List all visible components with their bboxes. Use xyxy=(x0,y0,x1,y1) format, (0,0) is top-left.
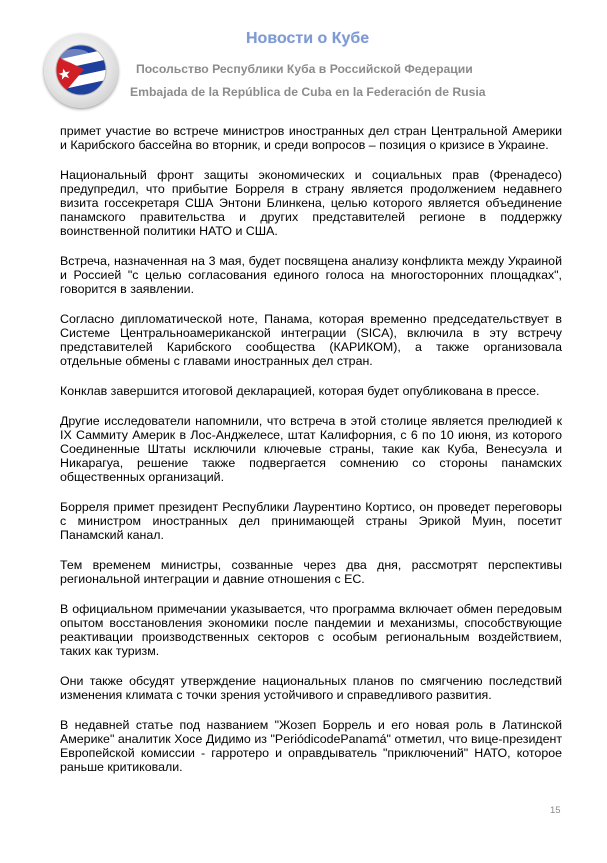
paragraph: В недавней статье под названием "Жозеп Боррель и его новая роль в Латинской Америке" аналитик Хосе Дидимо из "PeriódicodePanamá" отметил, что вице-президент Европейской комиссии - гарротеро и оправдыватель "приключений" НАТО, которое раньше критиковали. xyxy=(60,718,562,774)
paragraph: Борреля примет президент Республики Лаурентино Кортисо, он проведет переговоры с министром иностранных дел принимающей страны Эрикой Муин, посетит Панамский канал. xyxy=(60,500,562,542)
paragraph: Они также обсудят утверждение национальных планов по смягчению последствий изменения климата с точки зрения устойчивого и справедливого развития. xyxy=(60,674,562,702)
page-header xyxy=(0,0,607,115)
header-title: Новости о Кубе xyxy=(246,30,370,47)
paragraph: В официальном примечании указывается, что программа включает обмен передовым опытом восстановления экономики после пандемии и механизмы, способствующие реактивации производственных секторов с особым региональным воздействием, таких как туризм. xyxy=(60,602,562,658)
embassy-name-es: Embajada de la República de Cuba en la Federación de Rusia xyxy=(130,85,486,99)
page-number: 15 xyxy=(550,805,561,816)
paragraph: Другие исследователи напомнили, что встреча в этой столице является прелюдией к IX Саммиту Америк в Лос-Анджелесе, штат Калифорния, с 6 по 10 июня, из которого Соединенные Штаты исключили ключевые страны, такие как Куба, Венесуэла и Никарагуа, решение также подвергается сомнению со стороны панамских общественных организаций. xyxy=(60,414,562,484)
paragraph: Тем временем министры, созванные через два дня, рассмотрят перспективы региональной интеграции и давние отношения с ЕС. xyxy=(60,558,562,586)
paragraph: Встреча, назначенная на 3 мая, будет посвящена анализу конфликта между Украиной и Россией "с целью согласования единого голоса на многосторонних площадках", говорится в заявлении. xyxy=(60,254,562,296)
embassy-name-ru: Посольство Республики Куба в Российской Федерации xyxy=(136,62,473,76)
paragraph: примет участие во встрече министров иностранных дел стран Центральной Америки и Карибского бассейна во вторник, и среди вопросов – позиция о кризисе в Украине. xyxy=(60,124,562,152)
paragraph: Конклав завершится итоговой декларацией, которая будет опубликована в прессе. xyxy=(60,384,540,398)
article-body xyxy=(60,124,562,790)
paragraph: Согласно дипломатической ноте, Панама, которая временно председательствует в Системе Центральноамериканской интеграции (SICA), включила в эту встречу представителей Карибского сообщества (КАРИКОМ), а также организовала отдельные обмены с главами иностранных дел стран. xyxy=(60,312,562,368)
cuban-flag-globe-icon xyxy=(44,34,118,108)
paragraph: Национальный фронт защиты экономических и социальных прав (Френадесо) предупредил, что прибытие Борреля в страну является продолжением недавнего визита госсекретаря США Энтони Блинкена, целью которого является объединение панамского правительства и других представителей регионе в поддержку воинственной политики НАТО и США. xyxy=(60,168,562,238)
